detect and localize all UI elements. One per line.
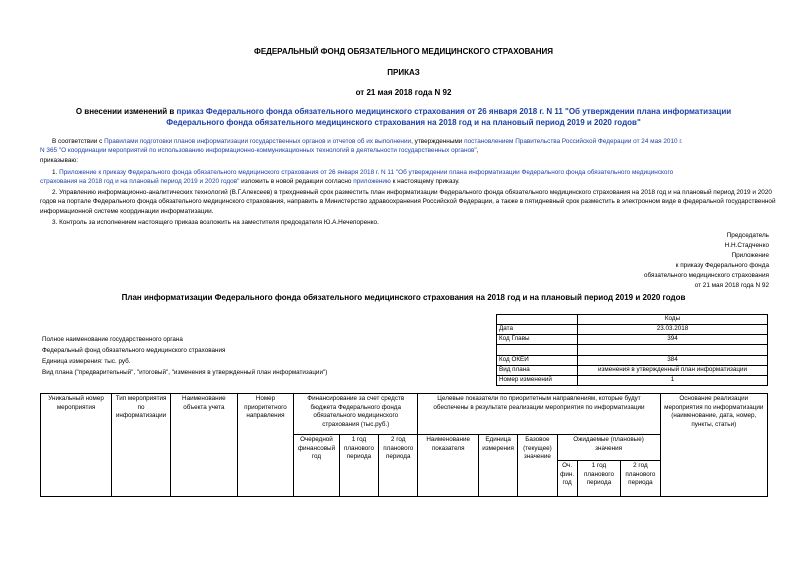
codes-row-value: 23.03.2018 bbox=[578, 325, 768, 335]
resolution-link[interactable]: постановлением Правительства Российской Федерации от 24 мая 2010 г. bbox=[464, 138, 683, 145]
preamble-order-word: приказываю: bbox=[40, 156, 78, 164]
codes-row-value: 394 bbox=[578, 335, 768, 345]
col-priority-number: Номер приоритетного направления bbox=[237, 394, 293, 497]
preamble-text-b: , утвержденными bbox=[411, 138, 465, 145]
doc-title-link-cont[interactable]: Федерального фонда обязательного медицинского страхования на 2018 год и на плановый период 2019 и 2020 годов" bbox=[166, 118, 641, 127]
codes-row bbox=[497, 335, 768, 345]
label-unit: Единица измерения: тыс. руб. bbox=[42, 358, 131, 365]
appendix-link[interactable]: приложению bbox=[353, 178, 391, 186]
col-target-base: Базовое (текущее) значение bbox=[518, 435, 557, 497]
item-1-text-c: к настоящему приказу. bbox=[390, 178, 460, 186]
col-financing: Финансирование за счет средств бюджета Федерального фонда обязательного медицинского страхования (тыс.руб.) bbox=[294, 394, 418, 435]
appendix-order-link[interactable]: Приложение к приказу Федерального фонда обязательного медицинского страхования от 26 января 2018 г. N 11 "Об утверждении плана информатизации Федерального фонда обязательного медицинского bbox=[59, 169, 674, 176]
col-basis: Основание реализации мероприятия по информатизации (наименование, дата, номер, пункты, статьи) bbox=[660, 394, 767, 497]
codes-header-empty bbox=[497, 315, 578, 325]
plan-table bbox=[40, 393, 768, 497]
doc-title bbox=[0, 106, 807, 128]
col-exp-plan-year-2: 2 год планового периода bbox=[621, 461, 660, 497]
doc-title-link[interactable]: приказ Федерального фонда обязательного медицинского страхования от 26 января 2018 г. N 11 "Об утверждении плана информатизации bbox=[176, 107, 732, 116]
paragraph-2: 2. Управлению информационно-аналитических технологий (В.Г.Алексеев) в трехдневный срок разместить план информатизации Федерального фонда обязательного медицинского страхования на 2018 год и на плановый период 2019 и 2020 годов на портале Федерального фонда обязательного медицинского страхования, направить в Министерство здравоохранения Российской Федерации, а также в пятидневный срок разместить в электронном виде в федеральной государственной информационной системе координации информатизации. bbox=[40, 189, 776, 215]
codes-table bbox=[496, 314, 768, 386]
codes-row-label: Номер изменений bbox=[497, 376, 578, 386]
codes-row-value: изменения в утвержденный план информатизации bbox=[578, 366, 768, 376]
codes-row-label: Код Главы bbox=[497, 335, 578, 345]
col-target-unit: Единица измерения bbox=[478, 435, 517, 497]
appendix-line-3: обязательного медицинского страхования bbox=[643, 272, 769, 279]
plan-table-header-row-1 bbox=[41, 394, 768, 435]
label-org-name: Федеральный фонд обязательного медицинского страхования bbox=[42, 347, 226, 354]
preamble-text-c: , bbox=[476, 147, 479, 155]
codes-row-value: 384 bbox=[578, 356, 768, 366]
doc-date-number: от 21 мая 2018 года N 92 bbox=[355, 88, 452, 97]
col-fin-plan-year-1: 1 год планового периода bbox=[339, 435, 378, 497]
signature-role: Председатель bbox=[726, 232, 769, 239]
codes-row-value: 1 bbox=[578, 376, 768, 386]
col-object-name: Наименование объекта учета bbox=[170, 394, 237, 497]
doc-title-prefix: О внесении изменений в bbox=[75, 107, 177, 116]
col-exp-current-year: Оч. фин. год bbox=[557, 461, 577, 497]
label-plan-type: Вид плана ("предварительный", "итоговый", "изменения в утвержденный план информатизации") bbox=[42, 369, 328, 376]
signature-name: Н.Н.Стадченко bbox=[724, 242, 769, 249]
codes-row-label: Дата bbox=[497, 325, 578, 335]
codes-header-row bbox=[497, 315, 768, 325]
preamble-text-a: В соответствии с bbox=[52, 138, 105, 145]
codes-row-value bbox=[578, 345, 768, 356]
paragraph-preamble bbox=[40, 137, 780, 165]
appendix-line-2: к приказу Федерального фонда bbox=[675, 262, 769, 269]
codes-row bbox=[497, 376, 768, 386]
item-1-text-b: изложить в новой редакции согласно bbox=[239, 178, 354, 186]
codes-row bbox=[497, 345, 768, 356]
rules-link[interactable]: Правилами подготовки планов информатизации государственных органов и отчетов об их выполнении bbox=[104, 138, 412, 145]
codes-row-label bbox=[497, 345, 578, 356]
org-name: ФЕДЕРАЛЬНЫЙ ФОНД ОБЯЗАТЕЛЬНОГО МЕДИЦИНСКОГО СТРАХОВАНИЯ bbox=[253, 47, 553, 56]
col-target-expected: Ожидаемые (плановые) значения bbox=[557, 435, 660, 461]
codes-row-label: Код ОКЕИ bbox=[497, 356, 578, 366]
col-exp-plan-year-1: 1 год планового периода bbox=[577, 461, 621, 497]
resolution-link-cont[interactable]: N 365 "О координации мероприятий по использованию информационно-коммуникационных технологий в деятельности государственных органов" bbox=[40, 147, 477, 155]
appendix-order-link-cont[interactable]: страхования на 2018 год и на плановый период 2019 и 2020 годов" bbox=[40, 178, 240, 186]
codes-header: Коды bbox=[578, 315, 768, 325]
paragraph-1 bbox=[40, 168, 780, 187]
item-1-number: 1. bbox=[52, 169, 60, 176]
col-fin-current-year: Очередной финансовый год bbox=[294, 435, 340, 497]
codes-row-label: Вид плана bbox=[497, 366, 578, 376]
codes-row bbox=[497, 366, 768, 376]
paragraph-3: 3. Контроль за исполнением настоящего приказа возложить на заместителя председателя Ю.А.Нечепоренко. bbox=[52, 219, 379, 226]
appendix-line-1: Приложение bbox=[731, 252, 769, 259]
codes-row bbox=[497, 356, 768, 366]
col-fin-plan-year-2: 2 год планового периода bbox=[379, 435, 418, 497]
col-targets: Целевые показатели по приоритетным направлениям, которые будут обеспечены в результате реализации мероприятия по информатизации bbox=[418, 394, 660, 435]
appendix-line-4: от 21 мая 2018 года N 92 bbox=[694, 282, 769, 289]
label-org-full-name: Полное наименование государственного органа bbox=[42, 336, 183, 343]
codes-row bbox=[497, 325, 768, 335]
plan-title: План информатизации Федерального фонда обязательного медицинского страхования на 2018 год и на плановый период 2019 и 2020 годов bbox=[121, 293, 686, 302]
col-unique-number: Уникальный номер мероприятия bbox=[41, 394, 112, 497]
col-target-name: Наименование показателя bbox=[418, 435, 479, 497]
doc-type: ПРИКАЗ bbox=[387, 68, 420, 77]
col-event-type: Тип мероприятия по информатизации bbox=[112, 394, 171, 497]
